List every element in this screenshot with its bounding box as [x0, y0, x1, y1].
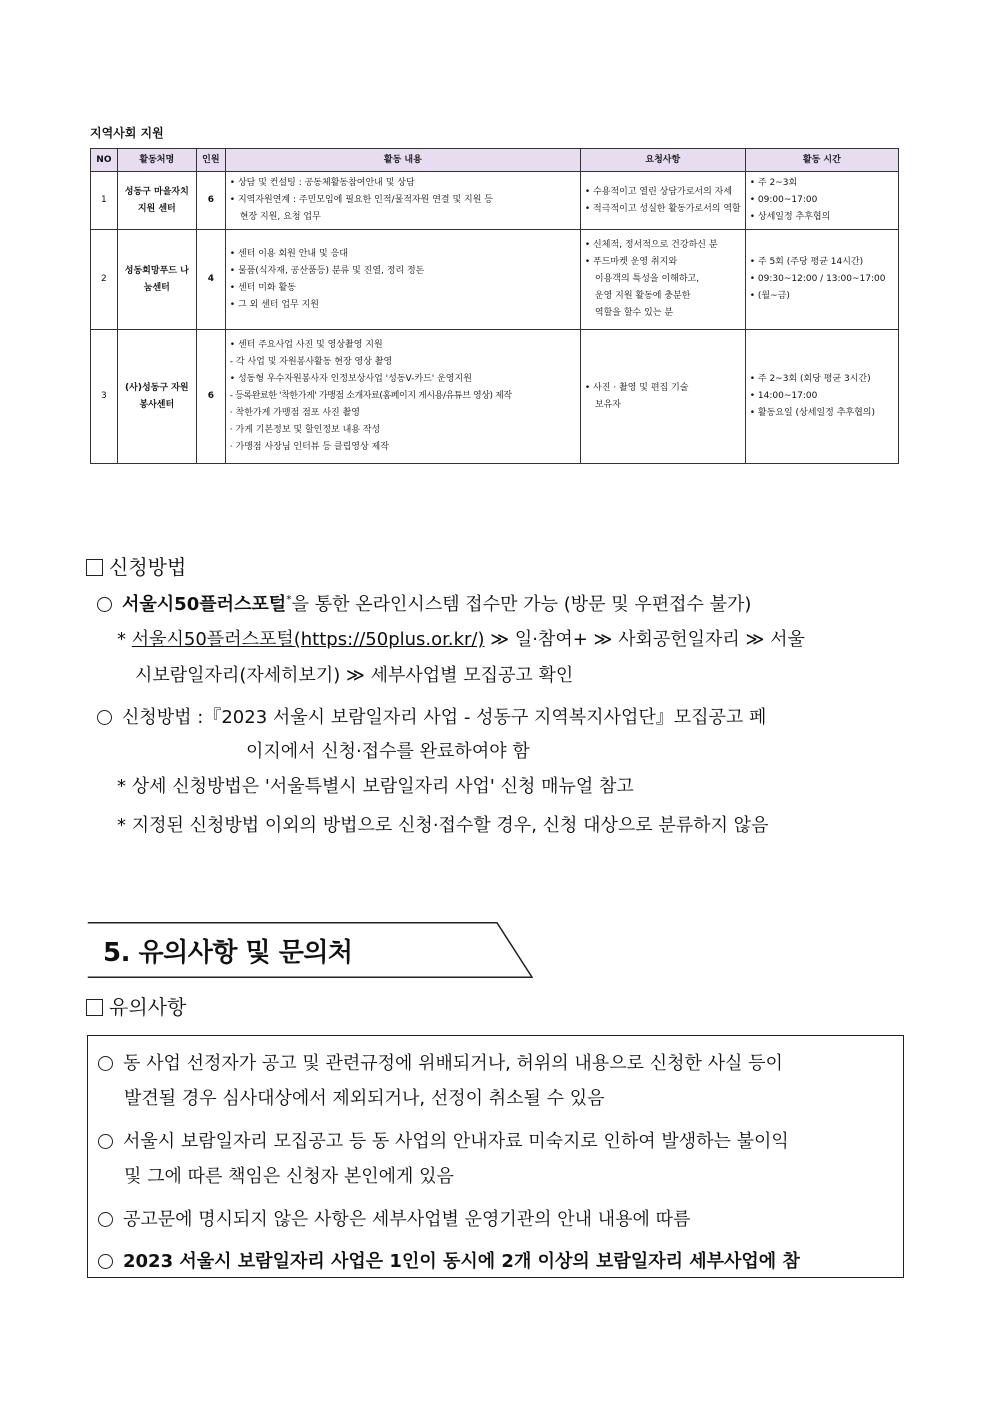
- content-line: • 상담 및 컨설팅 : 공동체활동참여안내 및 상담: [229, 178, 415, 188]
- note-item-1-cont: 발견될 경우 심사대상에서 제외되거나, 선정이 취소될 수 있음: [124, 1088, 605, 1109]
- portal-name: 서울시50플러스포털: [122, 594, 287, 615]
- time-line: • 14:00~17:00: [749, 391, 818, 401]
- header-no: NO: [91, 149, 118, 172]
- row-count: 6: [196, 330, 225, 464]
- application-line-3: 시보람일자리(자세히보기) ≫ 세부사업별 모집공고 확인: [135, 665, 574, 686]
- section-heading-text: 5. 유의사항 및 문의처: [103, 938, 353, 968]
- row-content: [225, 230, 580, 330]
- section-heading-banner: [87, 922, 533, 978]
- row-place: 성동희망푸드 나눔센터: [117, 230, 196, 330]
- request-line: • 수용적이고 열린 상담가로서의 자세: [584, 186, 733, 197]
- circle-bullet-icon: [98, 1254, 113, 1269]
- request-line: 보유자: [594, 399, 621, 410]
- table-row: [91, 172, 899, 230]
- checkbox-square-icon: [86, 559, 103, 576]
- row-no: 1: [91, 172, 118, 230]
- content-line: • 그 외 센터 업무 지원: [229, 299, 319, 310]
- portal-link[interactable]: 서울시50플러스포털(https://50plus.or.kr/): [131, 629, 485, 650]
- content-line: - 각 사업 및 자원봉사활동 현장 영상 촬영: [229, 357, 393, 367]
- footnote-star: *: [117, 629, 132, 650]
- notes-title-text: 유의사항: [109, 995, 187, 1019]
- application-line-7: * 지정된 신청방법 이외의 방법으로 신청·접수할 경우, 신청 대상으로 분류하지 않음: [117, 815, 769, 836]
- circle-bullet-icon: [98, 1212, 113, 1227]
- time-line: • 주 2~3회: [749, 178, 798, 188]
- notes-box: [87, 1035, 904, 1278]
- application-section-title: [86, 551, 186, 580]
- request-line: • 사진 · 촬영 및 편집 기술: [584, 382, 689, 393]
- row-content: [225, 172, 580, 230]
- header-count: 인원: [196, 149, 225, 172]
- activity-table: [90, 148, 899, 464]
- table-caption: 지역사회 지원: [90, 126, 164, 140]
- application-line-2-rest: ≫ 일·참여+ ≫ 사회공헌일자리 ≫ 서울: [484, 629, 805, 650]
- header-time: 활동 시간: [745, 149, 898, 172]
- content-line: • 센터 미화 활동: [229, 282, 296, 293]
- note-text: 공고문에 명시되지 않은 사항은 세부사업별 운영기관의 안내 내용에 따름: [123, 1209, 691, 1230]
- request-line: • 신체적, 정서적으로 건강하신 분: [584, 240, 718, 250]
- application-line-4-text: 신청방법 :『2023 서울시 보람일자리 사업 - 성동구 지역복지사업단』모집공고 페: [122, 707, 767, 728]
- time-line: • 상세일정 추후협의: [749, 212, 831, 222]
- time-line: • 09:30~12:00 / 13:00~17:00: [749, 274, 886, 284]
- row-time: [745, 172, 898, 230]
- row-time: [745, 230, 898, 330]
- content-line: • 센터 이용 회원 안내 및 응대: [229, 248, 348, 259]
- time-line: • (월~금): [749, 291, 790, 301]
- header-place: 활동처명: [117, 149, 196, 172]
- note-item-1: [98, 1049, 783, 1075]
- content-line: • 지역자원연계 : 주민모임에 필요한 인적/물적자원 연결 및 지원 등: [229, 195, 493, 205]
- note-item-2-cont: 및 그에 따른 책임은 신청자 본인에게 있음: [124, 1166, 454, 1187]
- table-row: [91, 230, 899, 330]
- row-place: 성동구 마을자치지원 센터: [117, 172, 196, 230]
- application-line-6: * 상세 신청방법은 '서울특별시 보람일자리 사업' 신청 매뉴얼 참고: [117, 776, 634, 797]
- table-header-row: [91, 149, 899, 172]
- header-requests: 요청사항: [580, 149, 745, 172]
- row-requests: [580, 330, 745, 464]
- request-line: • 푸드마켓 운영 취지와: [584, 257, 678, 267]
- request-line: 이용객의 특성을 이해하고,: [594, 274, 700, 284]
- time-line: • 활동요일 (상세일정 추후협의): [749, 408, 875, 418]
- note-text: 2023 서울시 보람일자리 사업은 1인이 동시에 2개 이상의 보람일자리 세부사업에 참: [123, 1251, 800, 1272]
- time-line: • 주 5회 (주당 평균 14시간): [749, 257, 864, 267]
- content-line: - 등록완료한 '착한가게' 가맹점 소개자료(홈페이지 게시용/유튜브 영상) 제작: [229, 391, 512, 401]
- header-content: 활동 내용: [225, 149, 580, 172]
- circle-bullet-icon: [97, 710, 112, 725]
- content-line: · 가게 기본정보 및 할인정보 내용 작성: [229, 425, 381, 435]
- circle-bullet-icon: [97, 597, 112, 612]
- application-line-5: 이지에서 신청·접수를 완료하여야 함: [246, 741, 530, 762]
- application-line-1-rest: 을 통한 온라인시스템 접수만 가능 (방문 및 우편접수 불가): [291, 594, 752, 615]
- table-row: [91, 330, 899, 464]
- content-line: · 착한가게 가맹점 점포 사진 촬영: [229, 408, 360, 418]
- row-count: 6: [196, 172, 225, 230]
- row-no: 2: [91, 230, 118, 330]
- row-content: [225, 330, 580, 464]
- application-line-1: [97, 590, 751, 616]
- row-requests: [580, 230, 745, 330]
- request-line: • 적극적이고 성실한 활동가로서의 역할: [584, 203, 741, 214]
- time-line: • 주 2~3회 (회당 평균 3시간): [749, 374, 871, 384]
- note-item-3: [98, 1205, 690, 1231]
- row-count: 4: [196, 230, 225, 330]
- note-text: 서울시 보람일자리 모집공고 등 동 사업의 안내자료 미숙지로 인하여 발생하는 불이익: [123, 1131, 789, 1152]
- application-line-4: [97, 703, 766, 729]
- row-place: (사)성동구 자원봉사센터: [117, 330, 196, 464]
- application-line-2: [117, 625, 805, 651]
- row-requests: [580, 172, 745, 230]
- note-item-2: [98, 1127, 789, 1153]
- content-line: • 성동형 우수자원봉사자 인정보상사업 '성동V-카드' 운영지원: [229, 374, 472, 384]
- content-line: 현장 지원, 요청 업무: [239, 212, 321, 222]
- circle-bullet-icon: [98, 1056, 113, 1071]
- content-line: • 센터 주요사업 사진 및 영상촬영 지원: [229, 340, 383, 350]
- checkbox-square-icon: [86, 999, 103, 1016]
- notes-section-title: [86, 991, 186, 1020]
- footnote-star: *: [286, 593, 292, 606]
- content-line: · 가맹점 사장님 인터뷰 등 클립영상 제작: [229, 442, 389, 452]
- circle-bullet-icon: [98, 1134, 113, 1149]
- application-title-text: 신청방법: [109, 555, 187, 579]
- note-item-4: [98, 1247, 800, 1273]
- content-line: • 물품(식자재, 공산품등) 분류 및 진열, 정리 정돈: [229, 265, 425, 276]
- request-line: 운영 지원 활동에 충분한: [594, 291, 691, 301]
- row-time: [745, 330, 898, 464]
- request-line: 역할을 할수 있는 분: [594, 308, 674, 318]
- time-line: • 09:00~17:00: [749, 195, 818, 205]
- row-no: 3: [91, 330, 118, 464]
- note-text: 동 사업 선정자가 공고 및 관련규정에 위배되거나, 허위의 내용으로 신청한 사실 등이: [123, 1053, 783, 1074]
